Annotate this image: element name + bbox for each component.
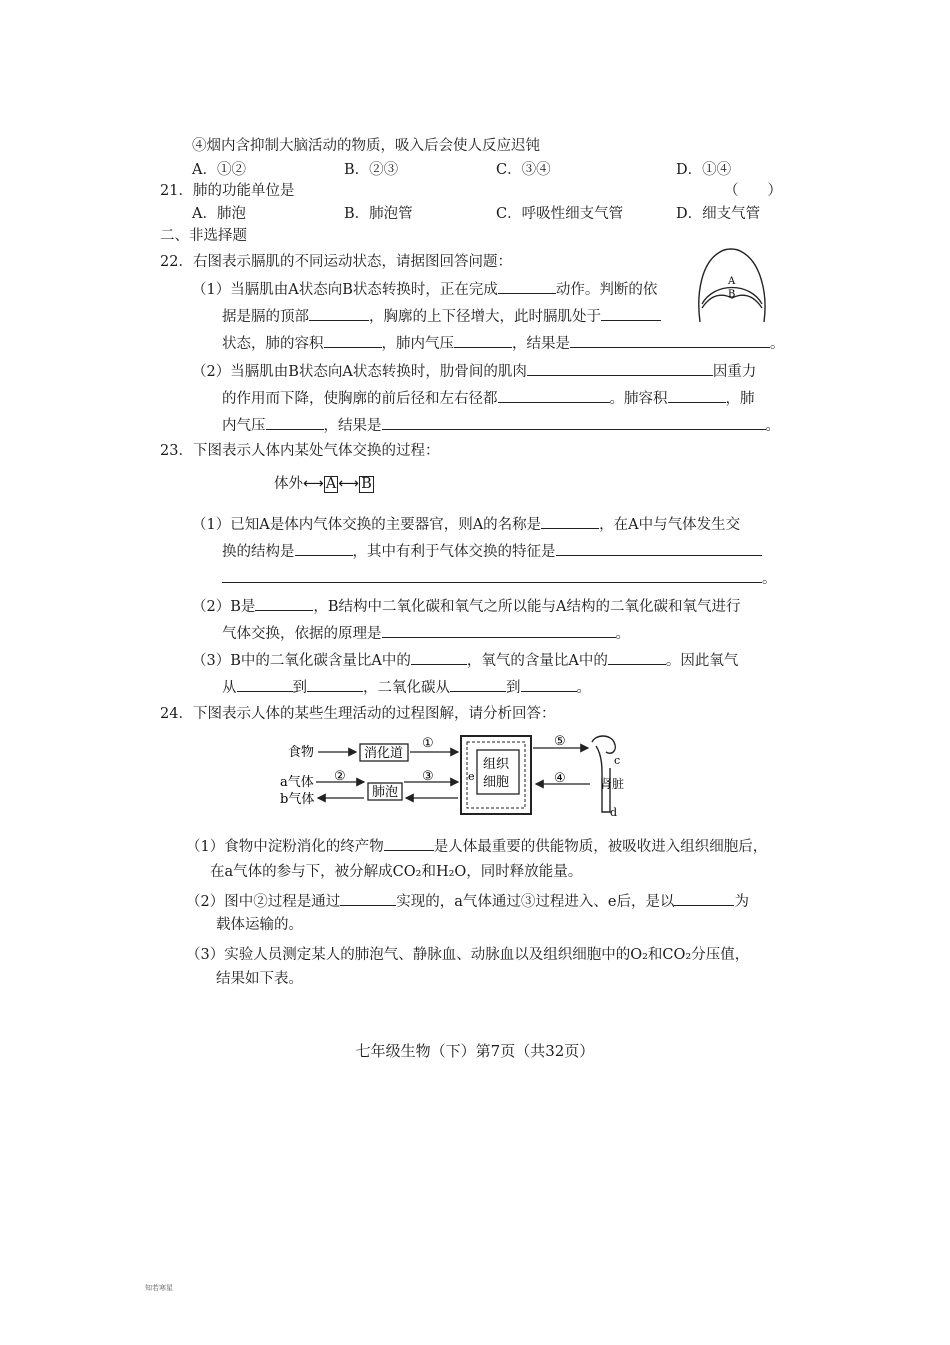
q21-answer-paren: （ ）	[724, 183, 782, 199]
q24-p3-line2: 结果如下表。	[216, 971, 303, 987]
fig-alveoli: 肺泡	[372, 785, 399, 800]
q20-option-a: A．①②	[192, 162, 246, 178]
fig-label-c: c	[614, 754, 621, 767]
q23-p2-line1: （2）B是 ，B结构中二氧化碳和氧气之所以能与A结构的二氧化碳和氧气进行	[192, 596, 741, 617]
q23-p1-line2: 换的结构是 ，其中有利于气体交换的特征是	[222, 541, 762, 562]
fig-gas-b: b气体	[280, 792, 315, 807]
q21-stem: 21．肺的功能单位是	[160, 183, 295, 199]
q23-exchange-figure: 体外⟷ A ⟷ B	[274, 476, 372, 492]
fig-food-label: 食物	[288, 745, 315, 760]
q21-option-b: B．肺泡管	[344, 206, 413, 222]
q20-item4: ④烟内含抑制大脑活动的物质，吸入后会使人反应迟钝	[192, 138, 540, 154]
fig-step-2: ②	[334, 769, 346, 784]
q21-option-c: C．呼吸性细支气管	[496, 206, 624, 222]
fig-kidney: 肾脏	[600, 777, 625, 791]
diaphragm-figure	[692, 242, 772, 328]
double-arrow-icon: ⟷	[338, 476, 360, 492]
fig-step-3: ③	[422, 769, 434, 784]
q23-box-a: A	[325, 476, 337, 492]
q20-option-b: B．②③	[344, 162, 399, 178]
q22-p2-line3: 内气压 ，结果是 。	[222, 415, 780, 436]
section-heading: 二、非选择题	[160, 228, 247, 244]
q23-p3-line2: 从 到 ，二氧化碳从 到 。	[222, 677, 591, 698]
q23-p1-line3: 。	[222, 568, 777, 589]
diaphragm-label-a: A	[728, 276, 736, 287]
fig-step-4: ④	[554, 771, 566, 786]
fig-tissue-line1: 组织	[483, 757, 510, 772]
fig-tissue-line2: 细胞	[483, 775, 510, 790]
q23-box-b: B	[361, 476, 372, 492]
q24-stem: 24．下图表示人体的某些生理活动的过程图解，请分析回答：	[160, 706, 556, 722]
q22-p2-line1: （2）当膈肌由B状态向A状态转换时，肋骨间的肌肉 因重力	[192, 361, 756, 382]
fig-label-e: e	[468, 770, 475, 783]
q22-p1-line3: 状态，肺的容积 ，肺内气压 ，结果是 。	[222, 333, 785, 354]
fig-step-5: ⑤	[554, 734, 566, 749]
q24-p2-line2: 载体运输的。	[216, 917, 303, 933]
q21-option-d: D．细支气管	[676, 206, 761, 222]
page-footer: 七年级生物（下）第7页（共32页）	[355, 1042, 595, 1060]
q23-p2-line2: 气体交换，依据的原理是 。	[222, 623, 630, 644]
q23-p3-line1: （3）B中的二氧化碳含量比A中的 ，氧气的含量比A中的 。因此氧气	[192, 650, 738, 671]
double-arrow-icon: ⟷	[303, 476, 324, 492]
q22-p1-line2: 据是膈的顶部 ，胸廓的上下径增大，此时膈肌处于	[222, 306, 661, 327]
q22-stem: 22．右图表示膈肌的不同运动状态，请据图回答问题：	[160, 254, 512, 270]
q23-stem: 23．下图表示人体内某处气体交换的过程：	[160, 443, 440, 459]
diaphragm-label-b: B	[728, 289, 736, 300]
q24-p3-line1: （3）实验人员测定某人的肺泡气、静脉血、动脉血以及组织细胞中的O₂和CO₂分压值，	[186, 947, 750, 963]
q20-option-c: C．③④	[496, 162, 551, 178]
fig-step-1: ①	[422, 736, 434, 751]
corner-note: 知若寒星	[145, 1284, 173, 1292]
fig-digestive-tract: 消化道	[364, 746, 404, 761]
q20-option-d: D．①④	[676, 162, 732, 178]
q23-p1-line1: （1）已知A是体内气体交换的主要器官，则A的名称是 ，在A中与气体发生交	[192, 514, 740, 535]
q22-p1-line1: （1）当膈肌由A状态向B状态转换时，正在完成 动作。判断的依	[192, 279, 657, 300]
fig-gas-a: a气体	[280, 775, 314, 790]
q24-p1-line2: 在a气体的参与下，被分解成CO₂和H₂O，同时释放能量。	[210, 864, 583, 880]
q24-p1-line1: （1）食物中淀粉消化的终产物 是人体最重要的供能物质，被吸收进入组织细胞后，	[186, 836, 767, 857]
q22-p2-line2: 的作用而下降，使胸廓的前后径和左右径都 。肺容积 ，肺	[222, 388, 755, 409]
physiology-process-figure	[280, 728, 640, 820]
fig-label-d: d	[610, 806, 618, 819]
q21-option-a: A．肺泡	[192, 206, 246, 222]
q24-p2-line1: （2）图中②过程是通过 实现的，a气体通过③过程进入、e后，是以 为	[186, 891, 749, 912]
